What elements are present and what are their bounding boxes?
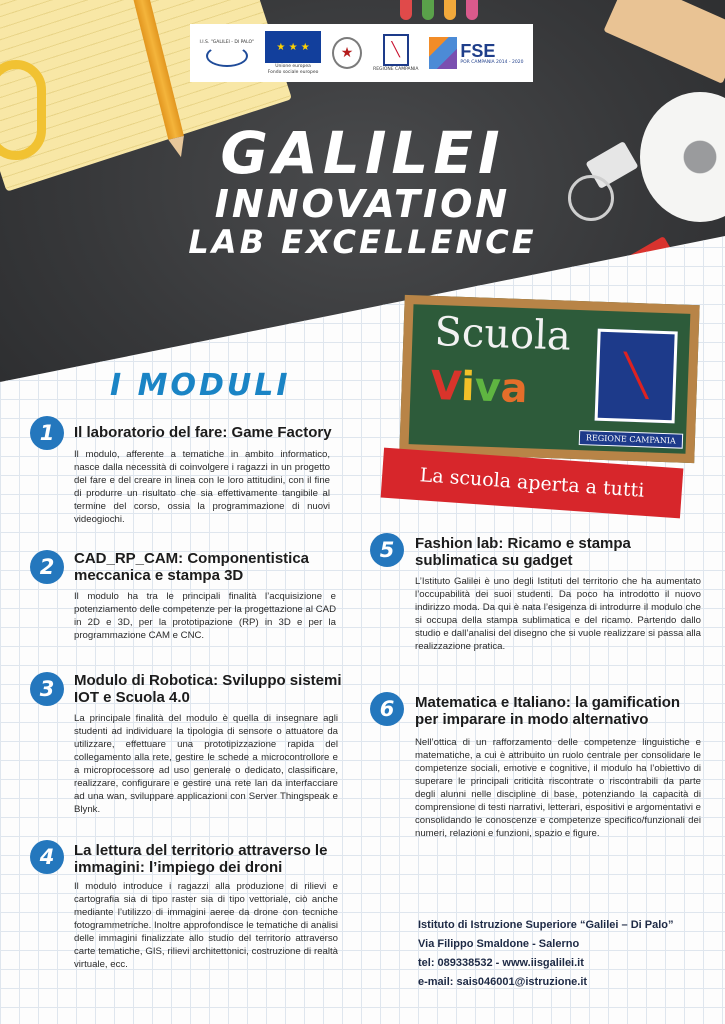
module-5	[370, 533, 705, 673]
module-3	[30, 672, 350, 842]
module-4	[30, 840, 350, 1000]
module-2	[30, 550, 350, 660]
regione-shield-icon: ╲	[383, 34, 409, 66]
module-description: Nell’ottica di un rafforzamento delle competenze linguistiche e matematiche, a cui è attribuito un ruolo centrale per consolidare le competenze sociali, emotive e cognitive, il modulo ha l’obiettivo di superare le principali criticità riscontrate o riscontrabili da parte degli alunni nelle discipline di base, potenziando la capacità di comprensione di testi narrativi, letterari, espositivi e argomentativi e consolidando le conoscenze e competenze specifico/funzionali dei numeri, relazioni e funzioni, spazio e figure.	[415, 737, 701, 839]
module-description: La principale finalità del modulo è quella di insegnare agli studenti ad individuare la tipologia di sensore o attuatore da utilizzare, effettuare una prototipizzazione rapida del collegamento alla rete, gestire le schede a microcontrollore e a microprocessore ad uso generale o dedicato, classificare, realizzare, configurare e gestire una rete lan da interfacciare ad una wan, sviluppare applicazioni con Server Thingspeak e Blynk.	[74, 713, 338, 815]
scuola-viva-viva-text: Viva	[429, 362, 529, 413]
school-email: e-mail: sais046001@istruzione.it	[418, 976, 588, 988]
module-title: Modulo di Robotica: Sviluppo sistemi IOT e Scuola 4.0	[74, 672, 342, 706]
module-title: Fashion lab: Ricamo e stampa sublimatica su gadget	[415, 535, 631, 569]
star-emblem-icon: ★	[332, 37, 362, 69]
regione-campania-shield-icon: ╲	[595, 329, 678, 424]
eu-flag-icon: ★ ★ ★	[265, 31, 321, 63]
iis-galilei-logo: I.I.S. "GALILEI - DI PALO"	[200, 28, 255, 78]
module-number-badge: 1	[30, 416, 64, 450]
fse-logo: FSE POR CAMPANIA 2014 - 2020	[429, 28, 523, 78]
moduli-heading: I MODULI	[110, 368, 291, 403]
module-description: Il modulo, afferente a tematiche in ambito informatico, nasce dalla necessità di coinvolgere i ragazzi in un progetto del fare e del creare in linea con le loro attitudini, con il fine di produrre un risultato che sia effettivamente tangibile al termine del corso, ossia la programmazione di nuovi videogiochi.	[74, 449, 330, 525]
title-line-3: LAB EXCELLENCE	[188, 223, 537, 261]
sponsor-logo-strip	[190, 24, 533, 82]
school-address: Via Filippo Smaldone - Salerno	[418, 938, 580, 950]
module-title: CAD_RP_CAM: Componentistica meccanica e stampa 3D	[74, 550, 310, 584]
page-title	[0, 119, 725, 261]
scuola-viva-scuola-text: Scuola	[433, 308, 572, 360]
eu-logo: ★ ★ ★ Unione europea Fondo sociale europeo	[265, 28, 321, 78]
italian-republic-emblem	[332, 28, 362, 78]
module-6	[370, 692, 705, 892]
module-number-badge: 5	[370, 533, 404, 567]
scuola-viva-regione-label: REGIONE CAMPANIA	[579, 430, 683, 449]
school-phone-website: tel: 089338532 - www.iisgalilei.it	[418, 957, 584, 969]
title-line-2: INNOVATION	[214, 182, 511, 226]
module-number-badge: 2	[30, 550, 64, 584]
module-title: Matematica e Italiano: la gamification per imparare in modo alternativo	[415, 694, 681, 728]
colored-pencils-decoration	[400, 0, 540, 10]
module-number-badge: 4	[30, 840, 64, 874]
scuola-viva-logo	[399, 295, 699, 463]
module-description: Il modulo introduce i ragazzi alla produzione di rilievi e cartografia sia di tipo raster sia di tipo vettoriale, ciò anche mediante l’utilizzo di immagini aeree da drone con tecniche fotogrammetriche. Inoltre approfondisce le tematiche di analisi delle immagini finalizzate allo studio del territorio attraverso carte tematiche, GIS, rilievi architettonici, costruzione di realtà virtuale, ecc.	[74, 881, 338, 970]
school-name: Istituto di Istruzione Superiore “Galilei – Di Palo”	[418, 919, 674, 931]
scuola-viva-tagline: La scuola aperta a tutti	[381, 448, 684, 519]
module-number-badge: 3	[30, 672, 64, 706]
module-number-badge: 6	[370, 692, 404, 726]
iis-ring-icon	[206, 45, 248, 67]
regione-campania-logo: ╲ REGIONE CAMPANIA	[373, 28, 418, 78]
module-title: Il laboratorio del fare: Game Factory	[74, 424, 332, 441]
contact-block	[418, 916, 674, 992]
title-line-1: GALILEI	[220, 119, 505, 187]
module-description: Il modulo ha tra le principali finalità l’acquisizione e potenziamento delle competenze per la progettazione al CAD in 2D e 3D, per la prototipazione (RP) in 3D e per la programmazione CAM e CNC.	[74, 591, 336, 641]
module-description: L’Istituto Galilei è uno degli Istituti del territorio che ha aumentato l’occupabilità dei suoi studenti. Da poco ha introdotto il nuovo indirizzo moda. Da qui è nata l’esigenza di introdurre il modulo che si occupa della stampa sublimatica e del ricamo. Partendo dallo studio e dall’analisi del disegno che si vuole realizzare si passa alla realizzazione pratica.	[415, 576, 701, 652]
module-title: La lettura del territorio attraverso le immagini: l’impiego dei droni	[74, 842, 328, 876]
ruler-decoration	[603, 0, 725, 84]
module-1	[30, 416, 350, 566]
fse-cube-icon	[429, 37, 457, 69]
